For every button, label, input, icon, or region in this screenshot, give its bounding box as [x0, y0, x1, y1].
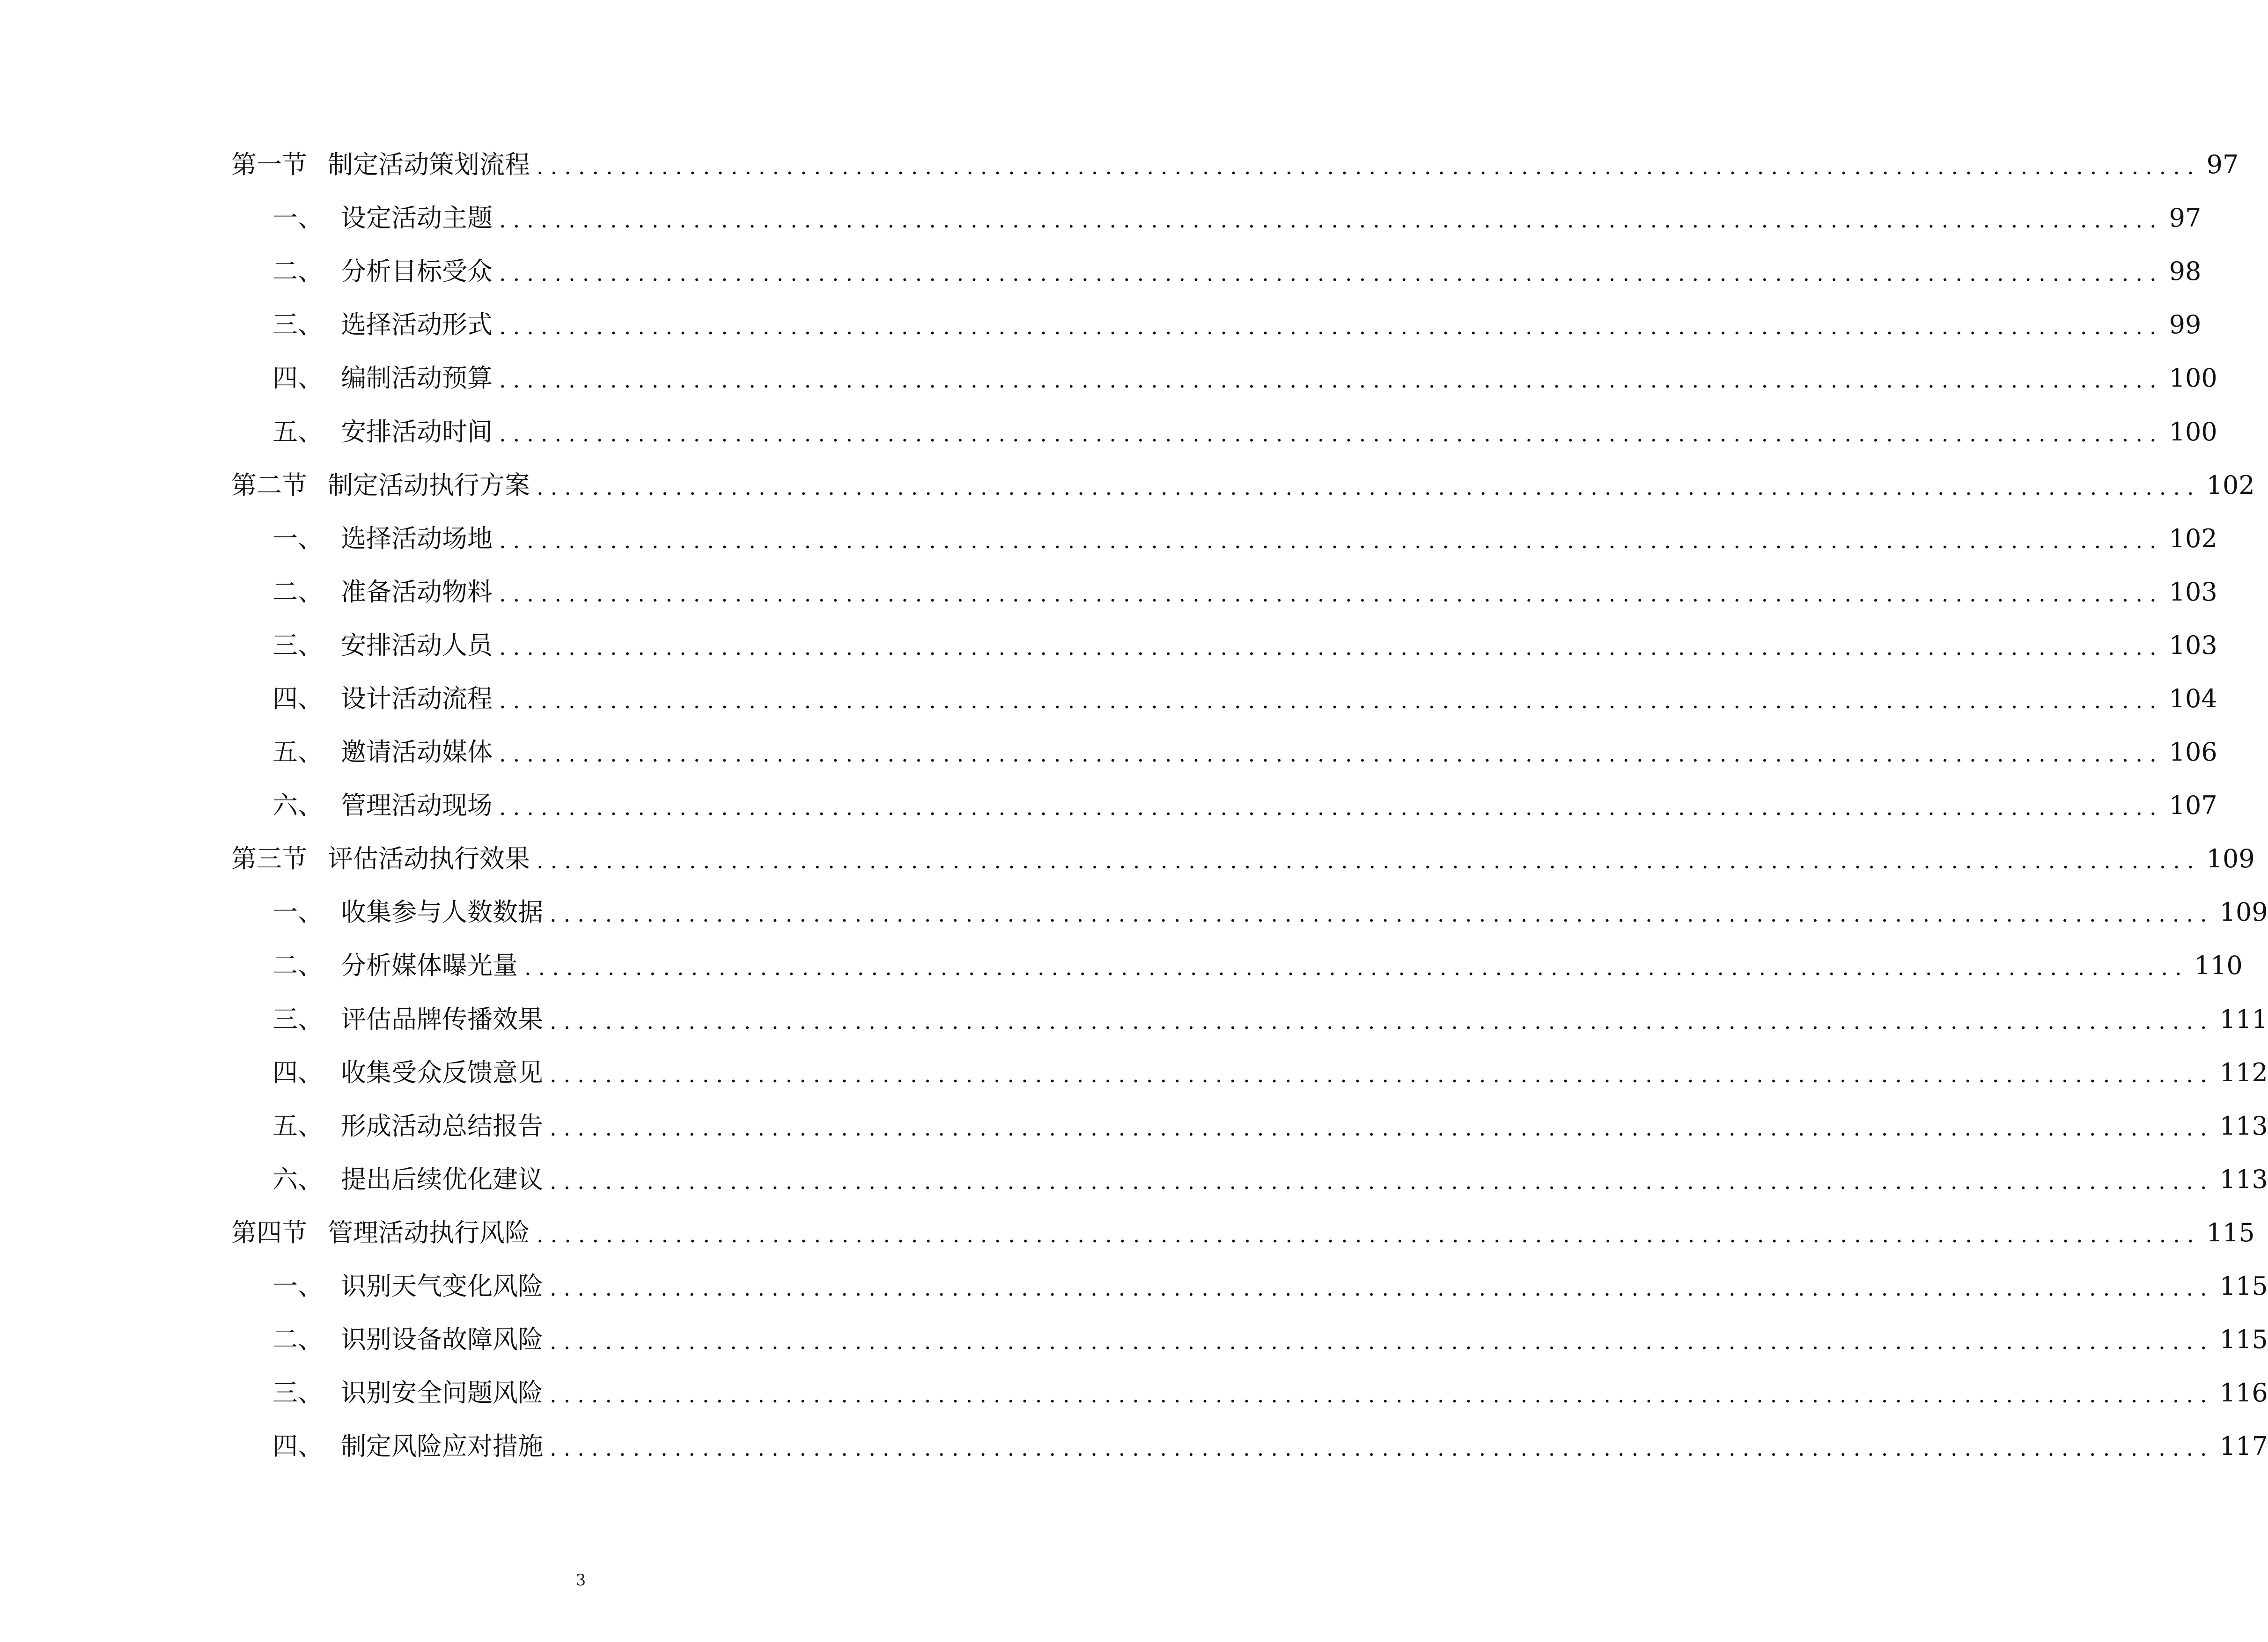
- toc-dot-leader: ........................................................................................................................: [550, 1062, 2214, 1087]
- toc-entry-title: 形成活动总结报告: [341, 1111, 543, 1141]
- toc-section-entry[interactable]: [231, 832, 2255, 886]
- toc-dot-leader: ........................................................................................................................: [537, 848, 2201, 874]
- toc-dot-leader: ........................................................................................................................: [499, 314, 2164, 340]
- toc-entry-page: 112: [2219, 1057, 2268, 1087]
- toc-dot-leader: ........................................................................................................................: [499, 634, 2164, 660]
- toc-subsection-entry[interactable]: [231, 1153, 2268, 1206]
- toc-subsection-entry[interactable]: [231, 1313, 2268, 1366]
- toc-entry-title: 评估品牌传播效果: [341, 1004, 543, 1034]
- toc-entry-title: 安排活动时间: [341, 417, 493, 447]
- toc-dot-leader: ........................................................................................................................: [499, 261, 2164, 286]
- toc-entry-title: 管理活动现场: [341, 791, 493, 821]
- toc-subsection-entry[interactable]: [231, 1046, 2268, 1100]
- toc-subsection-entry[interactable]: [231, 672, 2217, 726]
- toc-entry-number: 六、: [272, 1164, 323, 1194]
- toc-dot-leader: ........................................................................................................................: [499, 581, 2164, 607]
- toc-entry-page: 113: [2219, 1111, 2268, 1141]
- toc-dot-leader: ........................................................................................................................: [550, 1436, 2214, 1461]
- toc-dot-leader: ........................................................................................................................: [524, 955, 2189, 981]
- toc-dot-leader: ........................................................................................................................: [550, 1008, 2214, 1034]
- toc-subsection-entry[interactable]: [231, 779, 2217, 832]
- toc-entry-title: 制定风险应对措施: [341, 1431, 543, 1461]
- toc-subsection-entry[interactable]: [231, 1366, 2268, 1420]
- toc-entry-page: 102: [2169, 523, 2217, 553]
- toc-entry-page: 99: [2169, 310, 2202, 340]
- toc-dot-leader: ........................................................................................................................: [499, 207, 2164, 233]
- toc-entry-title: 邀请活动媒体: [341, 737, 493, 767]
- toc-entry-page: 102: [2206, 470, 2255, 500]
- toc-entry-title: 识别设备故障风险: [341, 1325, 543, 1355]
- toc-entry-number: 二、: [272, 577, 323, 607]
- toc-entry-number: 四、: [272, 1431, 323, 1461]
- toc-subsection-entry[interactable]: [231, 352, 2217, 405]
- toc-entry-page: 111: [2219, 1004, 2268, 1034]
- toc-subsection-entry[interactable]: [231, 191, 2202, 245]
- toc-entry-page: 97: [2169, 203, 2202, 233]
- toc-dot-leader: ........................................................................................................................: [550, 1168, 2214, 1194]
- toc-subsection-entry[interactable]: [231, 565, 2217, 619]
- toc-entry-page: 115: [2219, 1325, 2268, 1355]
- toc-entry-number: 四、: [272, 363, 323, 393]
- toc-entry-page: 115: [2219, 1271, 2268, 1301]
- toc-entry-number: 五、: [272, 737, 323, 767]
- toc-entry-number: 一、: [272, 203, 323, 233]
- table-of-contents: [231, 138, 2268, 1473]
- page-number: 3: [575, 1571, 586, 1590]
- toc-entry-number: 第四节: [231, 1217, 307, 1247]
- toc-entry-page: 113: [2219, 1164, 2268, 1194]
- toc-subsection-entry[interactable]: [231, 993, 2268, 1046]
- toc-entry-title: 识别安全问题风险: [341, 1378, 543, 1408]
- toc-entry-number: 五、: [272, 1111, 323, 1141]
- toc-entry-number: 第一节: [231, 150, 307, 180]
- toc-entry-page: 116: [2219, 1378, 2268, 1408]
- toc-subsection-entry[interactable]: [231, 512, 2217, 565]
- toc-entry-number: 第二节: [231, 470, 307, 500]
- toc-entry-page: 107: [2169, 791, 2217, 821]
- toc-subsection-entry[interactable]: [231, 1100, 2268, 1153]
- toc-entry-number: 一、: [272, 897, 323, 927]
- toc-entry-page: 103: [2169, 577, 2217, 607]
- toc-section-entry[interactable]: [231, 138, 2239, 191]
- toc-entry-page: 103: [2169, 630, 2217, 660]
- toc-entry-title: 识别天气变化风险: [341, 1271, 543, 1301]
- toc-entry-page: 100: [2169, 363, 2217, 393]
- toc-entry-title: 管理活动执行风险: [328, 1217, 530, 1247]
- toc-entry-number: 第三节: [231, 844, 307, 874]
- toc-dot-leader: ........................................................................................................................: [499, 528, 2164, 553]
- toc-subsection-entry[interactable]: [231, 405, 2217, 458]
- toc-entry-number: 四、: [272, 1057, 323, 1087]
- toc-entry-title: 设计活动流程: [341, 683, 493, 713]
- toc-entry-number: 三、: [272, 310, 323, 340]
- toc-entry-title: 选择活动场地: [341, 523, 493, 553]
- toc-entry-title: 提出后续优化建议: [341, 1164, 543, 1194]
- toc-entry-number: 六、: [272, 791, 323, 821]
- toc-subsection-entry[interactable]: [231, 1260, 2268, 1313]
- toc-dot-leader: ........................................................................................................................: [499, 688, 2164, 713]
- toc-dot-leader: ........................................................................................................................: [499, 367, 2164, 393]
- toc-dot-leader: ........................................................................................................................: [499, 741, 2164, 767]
- toc-dot-leader: ........................................................................................................................: [550, 1115, 2214, 1141]
- toc-subsection-entry[interactable]: [231, 886, 2268, 939]
- toc-dot-leader: ........................................................................................................................: [537, 474, 2201, 500]
- toc-entry-page: 109: [2219, 897, 2268, 927]
- toc-entry-number: 二、: [272, 951, 323, 981]
- toc-entry-title: 评估活动执行效果: [328, 844, 530, 874]
- toc-entry-number: 三、: [272, 1378, 323, 1408]
- toc-dot-leader: ........................................................................................................................: [550, 902, 2214, 927]
- toc-subsection-entry[interactable]: [231, 726, 2217, 779]
- toc-dot-leader: ........................................................................................................................: [550, 1382, 2214, 1408]
- toc-entry-title: 编制活动预算: [341, 363, 493, 393]
- toc-dot-leader: ........................................................................................................................: [537, 154, 2201, 180]
- toc-entry-page: 106: [2169, 737, 2217, 767]
- toc-entry-number: 一、: [272, 523, 323, 553]
- toc-subsection-entry[interactable]: [231, 619, 2217, 672]
- toc-dot-leader: ........................................................................................................................: [499, 421, 2164, 447]
- toc-entry-number: 四、: [272, 683, 323, 713]
- toc-dot-leader: ........................................................................................................................: [499, 795, 2164, 821]
- toc-entry-title: 收集参与人数数据: [341, 897, 543, 927]
- toc-section-entry[interactable]: [231, 1206, 2255, 1260]
- toc-entry-title: 设定活动主题: [341, 203, 493, 233]
- toc-entry-page: 117: [2219, 1431, 2268, 1461]
- toc-entry-page: 97: [2206, 150, 2239, 180]
- toc-entry-number: 一、: [272, 1271, 323, 1301]
- toc-entry-title: 收集受众反馈意见: [341, 1057, 543, 1087]
- toc-entry-page: 110: [2194, 951, 2243, 981]
- toc-entry-number: 五、: [272, 417, 323, 447]
- toc-entry-page: 115: [2206, 1217, 2255, 1247]
- toc-dot-leader: ........................................................................................................................: [537, 1222, 2201, 1247]
- toc-entry-page: 104: [2169, 683, 2217, 713]
- toc-dot-leader: ........................................................................................................................: [550, 1329, 2214, 1355]
- toc-entry-title: 分析目标受众: [341, 257, 493, 286]
- toc-entry-title: 准备活动物料: [341, 577, 493, 607]
- toc-entry-number: 三、: [272, 1004, 323, 1034]
- toc-entry-number: 三、: [272, 630, 323, 660]
- toc-subsection-entry[interactable]: [231, 1420, 2268, 1473]
- toc-entry-title: 安排活动人员: [341, 630, 493, 660]
- toc-entry-page: 109: [2206, 844, 2255, 874]
- toc-entry-page: 100: [2169, 417, 2217, 447]
- toc-section-entry[interactable]: [231, 459, 2255, 512]
- toc-entry-page: 98: [2169, 257, 2202, 286]
- toc-subsection-entry[interactable]: [231, 245, 2202, 298]
- toc-entry-title: 选择活动形式: [341, 310, 493, 340]
- toc-entry-title: 分析媒体曝光量: [341, 951, 518, 981]
- toc-entry-number: 二、: [272, 257, 323, 286]
- toc-dot-leader: ........................................................................................................................: [550, 1275, 2214, 1301]
- toc-entry-number: 二、: [272, 1325, 323, 1355]
- toc-subsection-entry[interactable]: [231, 939, 2243, 992]
- toc-entry-title: 制定活动执行方案: [328, 470, 530, 500]
- toc-entry-title: 制定活动策划流程: [328, 150, 530, 180]
- toc-subsection-entry[interactable]: [231, 298, 2202, 352]
